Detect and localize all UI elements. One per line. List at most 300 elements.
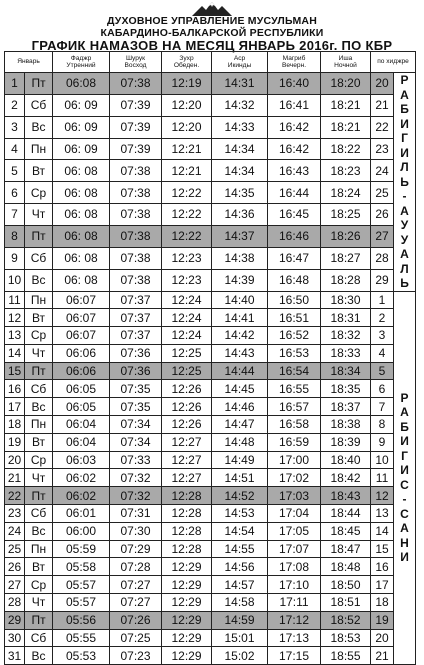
cell-maghrib: 16:59 (268, 433, 321, 451)
hijri-month-name: Р А Б И Г И Л Ь - А У У А Л Ь (400, 73, 409, 290)
cell-hijri: 28 (371, 247, 394, 269)
cell-shuruk: 07:36 (110, 362, 162, 380)
cell-dow: Пн (25, 138, 53, 160)
table-row (5, 247, 416, 269)
cell-day: 7 (5, 204, 25, 226)
cell-isha: 18:42 (321, 469, 371, 487)
cell-shuruk: 07:39 (110, 94, 162, 116)
cell-zuhr: 12:21 (162, 160, 212, 182)
cell-hijri: 18 (371, 594, 394, 612)
organization-name: ДУХОВНОЕ УПРАВЛЕНИЕ МУСУЛЬМАН (107, 15, 317, 27)
cell-hijri: 21 (371, 94, 394, 116)
table-row (5, 647, 416, 665)
cell-hijri: 20 (371, 629, 394, 647)
cell-day: 17 (5, 398, 25, 416)
cell-dow: Чт (25, 594, 53, 612)
cell-asr: 14:43 (212, 344, 268, 362)
cell-zuhr: 12:27 (162, 451, 212, 469)
cell-zuhr: 12:24 (162, 309, 212, 327)
cell-fajr: 06:07 (53, 309, 110, 327)
cell-asr: 14:48 (212, 433, 268, 451)
table-row (5, 309, 416, 327)
cell-fajr: 05:55 (53, 629, 110, 647)
cell-fajr: 06:05 (53, 398, 110, 416)
cell-asr: 14:44 (212, 362, 268, 380)
cell-hijri: 21 (371, 647, 394, 665)
table-row (5, 540, 416, 558)
cell-isha: 18:28 (321, 269, 371, 291)
cell-fajr: 06: 08 (53, 269, 110, 291)
cell-fajr: 06:06 (53, 362, 110, 380)
cell-shuruk: 07:23 (110, 647, 162, 665)
cell-zuhr: 12:19 (162, 73, 212, 95)
cell-zuhr: 12:26 (162, 398, 212, 416)
table-row (5, 344, 416, 362)
cell-day: 26 (5, 558, 25, 576)
cell-isha: 18:21 (321, 116, 371, 138)
cell-maghrib: 16:41 (268, 94, 321, 116)
cell-fajr: 06:07 (53, 327, 110, 345)
cell-maghrib: 16:53 (268, 344, 321, 362)
cell-isha: 18:40 (321, 451, 371, 469)
cell-day: 4 (5, 138, 25, 160)
cell-isha: 18:38 (321, 416, 371, 434)
cell-day: 5 (5, 160, 25, 182)
cell-zuhr: 12:24 (162, 291, 212, 309)
cell-hijri: 1 (371, 291, 394, 309)
cell-dow: Ср (25, 451, 53, 469)
cell-zuhr: 12:28 (162, 540, 212, 558)
cell-fajr: 06:07 (53, 291, 110, 309)
cell-maghrib: 17:03 (268, 487, 321, 505)
cell-isha: 18:45 (321, 522, 371, 540)
cell-hijri: 24 (371, 160, 394, 182)
header-month: Январь (5, 52, 53, 73)
cell-hijri: 23 (371, 138, 394, 160)
cell-hijri: 19 (371, 611, 394, 629)
cell-dow: Вт (25, 558, 53, 576)
cell-dow: Ср (25, 327, 53, 345)
cell-isha: 18:26 (321, 225, 371, 247)
cell-day: 30 (5, 629, 25, 647)
cell-maghrib: 17:02 (268, 469, 321, 487)
cell-dow: Вт (25, 433, 53, 451)
cell-day: 11 (5, 291, 25, 309)
cell-zuhr: 12:28 (162, 522, 212, 540)
cell-hijri: 14 (371, 522, 394, 540)
header-fajr: Фаджр Утренний (53, 52, 110, 73)
cell-asr: 14:31 (212, 73, 268, 95)
cell-hijri: 12 (371, 487, 394, 505)
schedule-title: ГРАФИК НАМАЗОВ НА МЕСЯЦ ЯНВАРЬ 2016г. ПО КБР (31, 38, 393, 53)
cell-zuhr: 12:22 (162, 225, 212, 247)
cell-fajr: 06: 08 (53, 204, 110, 226)
cell-hijri: 9 (371, 433, 394, 451)
cell-dow: Пн (25, 416, 53, 434)
cell-fajr: 05:58 (53, 558, 110, 576)
cell-zuhr: 12:29 (162, 558, 212, 576)
cell-day: 13 (5, 327, 25, 345)
cell-fajr: 05:56 (53, 611, 110, 629)
cell-zuhr: 12:26 (162, 380, 212, 398)
cell-isha: 18:25 (321, 204, 371, 226)
cell-fajr: 05:57 (53, 594, 110, 612)
table-row (5, 327, 416, 345)
header-hijri: по хиджре (371, 52, 416, 73)
table-header-row (5, 52, 416, 73)
cell-zuhr: 12:20 (162, 94, 212, 116)
cell-asr: 14:49 (212, 451, 268, 469)
cell-asr: 14:58 (212, 594, 268, 612)
cell-asr: 14:59 (212, 611, 268, 629)
republic-name: КАБАРДИНО-БАЛКАРСКОЙ РЕСПУБЛИКИ (100, 27, 324, 39)
cell-hijri: 11 (371, 469, 394, 487)
cell-asr: 14:53 (212, 505, 268, 523)
cell-hijri: 27 (371, 225, 394, 247)
cell-asr: 15:02 (212, 647, 268, 665)
cell-fajr: 06:00 (53, 522, 110, 540)
cell-zuhr: 12:28 (162, 487, 212, 505)
cell-dow: Вс (25, 116, 53, 138)
hijri-month-label-lower (394, 291, 416, 665)
cell-dow: Сб (25, 94, 53, 116)
cell-asr: 14:37 (212, 225, 268, 247)
cell-maghrib: 16:42 (268, 116, 321, 138)
cell-dow: Пт (25, 362, 53, 380)
mountains-logo-icon (192, 2, 232, 16)
cell-maghrib: 17:05 (268, 522, 321, 540)
cell-shuruk: 07:27 (110, 594, 162, 612)
cell-asr: 14:57 (212, 576, 268, 594)
cell-day: 25 (5, 540, 25, 558)
cell-isha: 18:43 (321, 487, 371, 505)
cell-maghrib: 17:15 (268, 647, 321, 665)
cell-asr: 14:32 (212, 94, 268, 116)
cell-shuruk: 07:37 (110, 309, 162, 327)
cell-shuruk: 07:37 (110, 327, 162, 345)
table-row (5, 291, 416, 309)
cell-isha: 18:35 (321, 380, 371, 398)
cell-maghrib: 16:47 (268, 247, 321, 269)
cell-shuruk: 07:28 (110, 558, 162, 576)
table-row (5, 73, 416, 95)
cell-shuruk: 07:39 (110, 116, 162, 138)
cell-zuhr: 12:29 (162, 576, 212, 594)
table-row (5, 225, 416, 247)
cell-maghrib: 17:11 (268, 594, 321, 612)
table-row (5, 116, 416, 138)
cell-day: 24 (5, 522, 25, 540)
cell-fajr: 06:03 (53, 451, 110, 469)
cell-asr: 14:33 (212, 116, 268, 138)
cell-fajr: 05:53 (53, 647, 110, 665)
table-row (5, 576, 416, 594)
cell-asr: 14:55 (212, 540, 268, 558)
cell-maghrib: 16:43 (268, 160, 321, 182)
hijri-month-label-upper (394, 73, 416, 292)
cell-hijri: 13 (371, 505, 394, 523)
cell-shuruk: 07:38 (110, 182, 162, 204)
cell-asr: 14:52 (212, 487, 268, 505)
cell-hijri: 15 (371, 540, 394, 558)
cell-isha: 18:37 (321, 398, 371, 416)
cell-hijri: 3 (371, 327, 394, 345)
cell-dow: Чт (25, 469, 53, 487)
cell-day: 29 (5, 611, 25, 629)
cell-dow: Пт (25, 487, 53, 505)
table-row (5, 204, 416, 226)
cell-hijri: 7 (371, 398, 394, 416)
cell-day: 19 (5, 433, 25, 451)
cell-shuruk: 07:35 (110, 380, 162, 398)
cell-isha: 18:20 (321, 73, 371, 95)
cell-maghrib: 16:46 (268, 225, 321, 247)
cell-dow: Вт (25, 309, 53, 327)
cell-fajr: 06: 08 (53, 225, 110, 247)
cell-maghrib: 16:40 (268, 73, 321, 95)
cell-day: 14 (5, 344, 25, 362)
cell-dow: Чт (25, 344, 53, 362)
cell-fajr: 06: 09 (53, 138, 110, 160)
cell-isha: 18:21 (321, 94, 371, 116)
cell-dow: Ср (25, 576, 53, 594)
cell-asr: 14:42 (212, 327, 268, 345)
table-row (5, 469, 416, 487)
cell-maghrib: 17:04 (268, 505, 321, 523)
cell-fajr: 06: 08 (53, 247, 110, 269)
cell-zuhr: 12:29 (162, 594, 212, 612)
cell-shuruk: 07:39 (110, 138, 162, 160)
cell-asr: 14:34 (212, 160, 268, 182)
cell-shuruk: 07:38 (110, 225, 162, 247)
cell-day: 8 (5, 225, 25, 247)
cell-isha: 18:55 (321, 647, 371, 665)
cell-fajr: 06:02 (53, 487, 110, 505)
cell-maghrib: 16:55 (268, 380, 321, 398)
cell-fajr: 06: 08 (53, 182, 110, 204)
table-row (5, 611, 416, 629)
cell-zuhr: 12:23 (162, 247, 212, 269)
cell-fajr: 06: 09 (53, 116, 110, 138)
cell-maghrib: 16:44 (268, 182, 321, 204)
table-row (5, 398, 416, 416)
cell-shuruk: 07:35 (110, 398, 162, 416)
cell-hijri: 22 (371, 116, 394, 138)
cell-dow: Пт (25, 73, 53, 95)
cell-hijri: 8 (371, 416, 394, 434)
cell-shuruk: 07:38 (110, 204, 162, 226)
cell-zuhr: 12:24 (162, 327, 212, 345)
cell-zuhr: 12:28 (162, 505, 212, 523)
cell-day: 27 (5, 576, 25, 594)
cell-dow: Вс (25, 522, 53, 540)
cell-isha: 18:52 (321, 611, 371, 629)
cell-maghrib: 17:12 (268, 611, 321, 629)
cell-maghrib: 17:10 (268, 576, 321, 594)
cell-isha: 18:51 (321, 594, 371, 612)
cell-maghrib: 16:58 (268, 416, 321, 434)
cell-day: 6 (5, 182, 25, 204)
cell-asr: 14:45 (212, 380, 268, 398)
header-zuhr: Зухр Обеден. (162, 52, 212, 73)
cell-zuhr: 12:29 (162, 629, 212, 647)
cell-maghrib: 16:50 (268, 291, 321, 309)
cell-maghrib: 16:54 (268, 362, 321, 380)
cell-asr: 14:41 (212, 309, 268, 327)
cell-maghrib: 17:00 (268, 451, 321, 469)
cell-shuruk: 07:29 (110, 540, 162, 558)
prayer-times-table (4, 51, 416, 665)
table-row (5, 594, 416, 612)
table-row (5, 558, 416, 576)
cell-zuhr: 12:27 (162, 469, 212, 487)
cell-asr: 15:01 (212, 629, 268, 647)
header-asr: Аср Икинды (212, 52, 268, 73)
cell-dow: Пт (25, 611, 53, 629)
cell-asr: 14:46 (212, 398, 268, 416)
cell-day: 2 (5, 94, 25, 116)
cell-shuruk: 07:34 (110, 433, 162, 451)
cell-fajr: 06:06 (53, 344, 110, 362)
cell-dow: Вт (25, 160, 53, 182)
cell-maghrib: 17:13 (268, 629, 321, 647)
table-row (5, 160, 416, 182)
cell-dow: Пн (25, 540, 53, 558)
cell-fajr: 06:04 (53, 416, 110, 434)
cell-hijri: 4 (371, 344, 394, 362)
cell-day: 3 (5, 116, 25, 138)
cell-zuhr: 12:22 (162, 204, 212, 226)
cell-maghrib: 16:45 (268, 204, 321, 226)
cell-asr: 14:54 (212, 522, 268, 540)
cell-shuruk: 07:38 (110, 160, 162, 182)
cell-shuruk: 07:30 (110, 522, 162, 540)
cell-day: 18 (5, 416, 25, 434)
cell-isha: 18:47 (321, 540, 371, 558)
cell-asr: 14:34 (212, 138, 268, 160)
cell-isha: 18:50 (321, 576, 371, 594)
cell-dow: Пн (25, 291, 53, 309)
table-row (5, 138, 416, 160)
cell-isha: 18:22 (321, 138, 371, 160)
cell-asr: 14:51 (212, 469, 268, 487)
cell-fajr: 05:57 (53, 576, 110, 594)
table-row (5, 182, 416, 204)
cell-day: 10 (5, 269, 25, 291)
cell-maghrib: 16:57 (268, 398, 321, 416)
cell-isha: 18:30 (321, 291, 371, 309)
cell-maghrib: 17:07 (268, 540, 321, 558)
cell-fajr: 06:05 (53, 380, 110, 398)
table-row (5, 505, 416, 523)
table-row (5, 380, 416, 398)
cell-day: 16 (5, 380, 25, 398)
cell-isha: 18:48 (321, 558, 371, 576)
cell-isha: 18:53 (321, 629, 371, 647)
cell-shuruk: 07:34 (110, 416, 162, 434)
cell-fajr: 06: 08 (53, 160, 110, 182)
cell-asr: 14:39 (212, 269, 268, 291)
table-row (5, 451, 416, 469)
cell-asr: 14:35 (212, 182, 268, 204)
cell-day: 12 (5, 309, 25, 327)
cell-isha: 18:44 (321, 505, 371, 523)
cell-hijri: 25 (371, 182, 394, 204)
cell-zuhr: 12:25 (162, 362, 212, 380)
cell-shuruk: 07:25 (110, 629, 162, 647)
cell-dow: Чт (25, 204, 53, 226)
cell-dow: Сб (25, 505, 53, 523)
cell-day: 28 (5, 594, 25, 612)
cell-hijri: 10 (371, 451, 394, 469)
cell-fajr: 06:04 (53, 433, 110, 451)
cell-day: 1 (5, 73, 25, 95)
cell-fajr: 06:02 (53, 469, 110, 487)
cell-day: 22 (5, 487, 25, 505)
cell-isha: 18:34 (321, 362, 371, 380)
cell-hijri: 29 (371, 269, 394, 291)
cell-shuruk: 07:38 (110, 269, 162, 291)
header-shuruk: Шурук Восход (110, 52, 162, 73)
cell-fajr: 06:01 (53, 505, 110, 523)
cell-maghrib: 17:08 (268, 558, 321, 576)
cell-day: 9 (5, 247, 25, 269)
table-row (5, 433, 416, 451)
cell-isha: 18:24 (321, 182, 371, 204)
cell-shuruk: 07:27 (110, 576, 162, 594)
cell-zuhr: 12:29 (162, 647, 212, 665)
table-row (5, 269, 416, 291)
cell-fajr: 06:08 (53, 73, 110, 95)
cell-asr: 14:56 (212, 558, 268, 576)
table-row (5, 362, 416, 380)
cell-isha: 18:27 (321, 247, 371, 269)
cell-day: 31 (5, 647, 25, 665)
cell-maghrib: 16:42 (268, 138, 321, 160)
cell-asr: 14:36 (212, 204, 268, 226)
cell-dow: Ср (25, 182, 53, 204)
cell-dow: Пт (25, 225, 53, 247)
cell-shuruk: 07:38 (110, 247, 162, 269)
cell-zuhr: 12:22 (162, 182, 212, 204)
cell-asr: 14:47 (212, 416, 268, 434)
cell-isha: 18:32 (321, 327, 371, 345)
cell-shuruk: 07:33 (110, 451, 162, 469)
cell-hijri: 5 (371, 362, 394, 380)
cell-shuruk: 07:37 (110, 291, 162, 309)
cell-fajr: 06: 09 (53, 94, 110, 116)
table-row (5, 487, 416, 505)
cell-maghrib: 16:52 (268, 327, 321, 345)
header-maghrib: Магриб Вечерн. (268, 52, 321, 73)
cell-shuruk: 07:36 (110, 344, 162, 362)
cell-fajr: 05:59 (53, 540, 110, 558)
cell-zuhr: 12:21 (162, 138, 212, 160)
cell-zuhr: 12:27 (162, 433, 212, 451)
cell-hijri: 16 (371, 558, 394, 576)
table-row (5, 416, 416, 434)
cell-shuruk: 07:32 (110, 469, 162, 487)
cell-day: 21 (5, 469, 25, 487)
cell-dow: Вс (25, 647, 53, 665)
header-isha: Иша Ночной (321, 52, 371, 73)
cell-dow: Вс (25, 269, 53, 291)
cell-isha: 18:23 (321, 160, 371, 182)
cell-hijri: 20 (371, 73, 394, 95)
cell-shuruk: 07:38 (110, 73, 162, 95)
cell-asr: 14:40 (212, 291, 268, 309)
table-row (5, 522, 416, 540)
